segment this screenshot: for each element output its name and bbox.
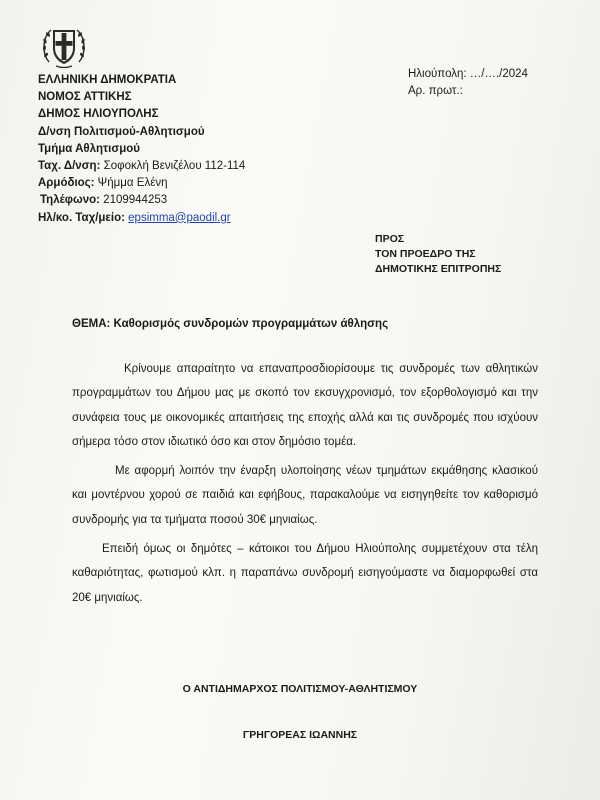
body-paragraph-3: Επειδή όμως οι δημότες – κάτοικοι του Δήμου Ηλιούπολης συμμετέχουν στα τέλη καθαριότητας, φωτισμού κλπ. η παραπάνω συνδρομή εισηγούμαστε να διαμορφωθεί στα 20€ μηνιαίως.: [72, 543, 538, 604]
header-officer: Αρμόδιος: Ψήμμα Ελένη: [38, 177, 168, 190]
signatory-title: Ο ΑΝΤΙΔΗΜΑΡΧΟΣ ΠΟΛΙΤΙΣΜΟΥ-ΑΘΛΗΤΙΣΜΟΥ: [182, 683, 418, 695]
protocol-number: Αρ. πρωτ.:: [408, 85, 463, 98]
signatory-name: ΓΡΗΓΟΡΕΑΣ ΙΩΑΝΝΗΣ: [242, 729, 358, 741]
sender-header: [38, 72, 245, 227]
letter-body: [72, 357, 538, 610]
body-paragraph-1: Κρίνουμε απαραίτητο να επαναπροσδιορίσουμε τις συνδρομές των αθλητικών προγραμμάτων του Δήμου μας με σκοπό τον εκσυγχρονισμό, τον εξορθολογισμό και την συνάφεια τους με οικονομικές απαιτήσεις της εποχής αλλά και τις συνδρομές που ισχύουν σήμερα τόσο στον ιδιωτικό όσο και στον δημόσιο τομέα.: [72, 363, 538, 448]
header-email: Ηλ/κο. Ταχ/μείο: epsimma@paodil.gr: [38, 211, 231, 224]
recipient-block: [375, 232, 501, 277]
header-department: Τμήμα Αθλητισμού: [38, 142, 140, 155]
header-address: Ταχ. Δ/νση: Σοφοκλή Βενιζέλου 112-114: [38, 160, 246, 173]
header-directorate: Δ/νση Πολιτισμού-Αθλητισμού: [38, 125, 205, 138]
header-municipality: ΔΗΜΟΣ ΗΛΙΟΥΠΟΛΗΣ: [38, 108, 159, 121]
body-paragraph-2: Με αφορμή λοιπόν την έναρξη υλοποίησης νέων τμημάτων εκμάθησης κλασικού και μοντέρνου χορού σε παιδιά και εφήβους, παρακαλούμε να εισηγηθείτε τον καθορισμό συνδρομής για τα τμήματα ποσού 30€ μηνιαίως.: [72, 465, 538, 526]
recipient-title: ΤΟΝ ΠΡΟΕΔΡΟ ΤΗΣ: [375, 248, 476, 260]
recipient-to: ΠΡΟΣ: [375, 233, 405, 245]
email-link[interactable]: epsimma@paodil.gr: [128, 211, 231, 224]
subject-line: ΘΕΜΑ: Καθορισμός συνδρομών προγραμμάτων άθλησης: [72, 318, 389, 330]
recipient-committee: ΔΗΜΟΤΙΚΗΣ ΕΠΙΤΡΟΠΗΣ: [375, 263, 502, 275]
date-block: [408, 66, 528, 100]
header-phone: Τηλέφωνο: 2109944253: [40, 194, 168, 207]
greek-coat-of-arms-icon: [39, 22, 89, 70]
header-country: ΕΛΛΗΝΙΚΗ ΔΗΜΟΚΡΑΤΙΑ: [38, 74, 177, 86]
document-date: Ηλιούπολη: …/…./2024: [408, 68, 528, 80]
header-prefecture: ΝΟΜΟΣ ΑΤΤΙΚΗΣ: [38, 91, 132, 104]
